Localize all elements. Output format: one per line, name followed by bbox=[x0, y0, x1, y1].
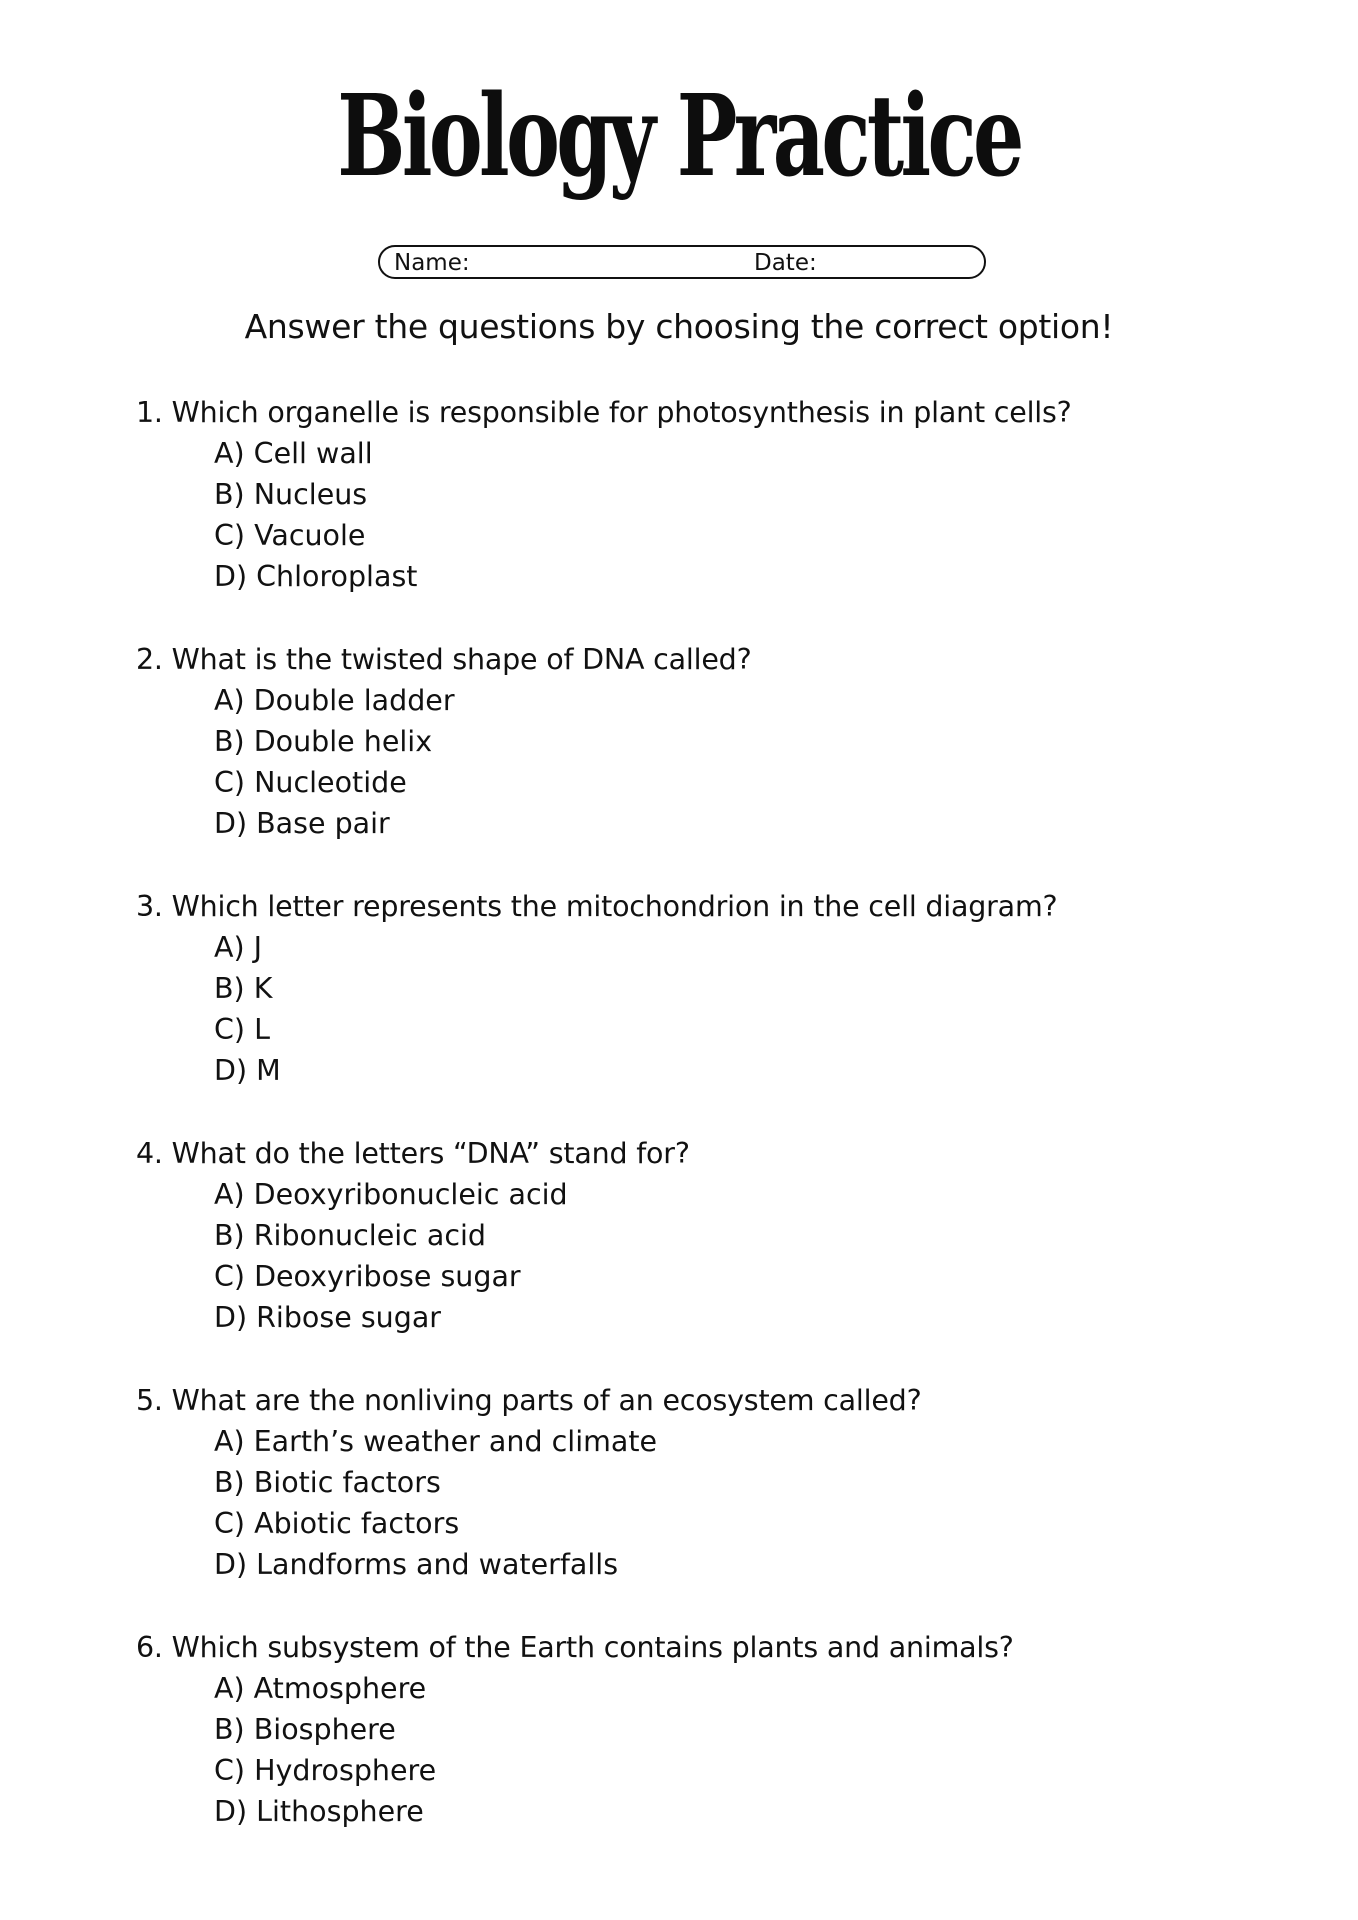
option-a: A) Earth’s weather and climate bbox=[214, 1425, 658, 1458]
name-label: Name: bbox=[394, 250, 470, 276]
question-5 bbox=[136, 1380, 1316, 1585]
option-d: D) Base pair bbox=[214, 807, 390, 840]
option-c: C) Nucleotide bbox=[214, 766, 407, 799]
question-text: 1. Which organelle is responsible for photosynthesis in plant cells? bbox=[136, 396, 1072, 429]
option-d: D) Chloroplast bbox=[214, 560, 418, 593]
option-c: C) Abiotic factors bbox=[214, 1507, 460, 1540]
option-b: B) Double helix bbox=[214, 725, 433, 758]
option-a: A) J bbox=[214, 931, 263, 964]
question-text: 5. What are the nonliving parts of an ecosystem called? bbox=[136, 1384, 922, 1417]
option-c: C) Vacuole bbox=[214, 519, 366, 552]
option-b: B) Nucleus bbox=[214, 478, 368, 511]
option-a: A) Deoxyribonucleic acid bbox=[214, 1178, 568, 1211]
name-date-box bbox=[378, 245, 986, 279]
option-b: B) Biosphere bbox=[214, 1713, 396, 1746]
date-label: Date: bbox=[754, 250, 817, 276]
option-list bbox=[214, 433, 1316, 597]
option-c: C) L bbox=[214, 1013, 270, 1046]
option-b: B) Biotic factors bbox=[214, 1466, 441, 1499]
option-c: C) Hydrosphere bbox=[214, 1754, 437, 1787]
question-1 bbox=[136, 392, 1316, 597]
question-text: 3. Which letter represents the mitochondrion in the cell diagram? bbox=[136, 890, 1058, 923]
option-d: D) Landforms and waterfalls bbox=[214, 1548, 619, 1581]
question-6 bbox=[136, 1627, 1316, 1832]
option-b: B) Ribonucleic acid bbox=[214, 1219, 487, 1252]
question-4 bbox=[136, 1133, 1316, 1338]
option-a: A) Cell wall bbox=[214, 437, 373, 470]
question-text: 4. What do the letters “DNA” stand for? bbox=[136, 1137, 690, 1170]
page-title: Biology Practice bbox=[337, 71, 1021, 202]
option-list bbox=[214, 1174, 1316, 1338]
option-c: C) Deoxyribose sugar bbox=[214, 1260, 521, 1293]
option-list bbox=[214, 1668, 1316, 1832]
option-list bbox=[214, 927, 1316, 1091]
option-b: B) K bbox=[214, 972, 273, 1005]
question-text: 6. Which subsystem of the Earth contains plants and animals? bbox=[136, 1631, 1014, 1664]
option-a: A) Double ladder bbox=[214, 684, 455, 717]
question-text: 2. What is the twisted shape of DNA called? bbox=[136, 643, 752, 676]
option-list bbox=[214, 680, 1316, 844]
instructions: Answer the questions by choosing the correct option! bbox=[244, 307, 1114, 346]
option-a: A) Atmosphere bbox=[214, 1672, 427, 1705]
option-d: D) Lithosphere bbox=[214, 1795, 424, 1828]
option-d: D) M bbox=[214, 1054, 281, 1087]
option-d: D) Ribose sugar bbox=[214, 1301, 441, 1334]
question-list bbox=[136, 392, 1316, 1874]
question-3 bbox=[136, 886, 1316, 1091]
question-2 bbox=[136, 639, 1316, 844]
option-list bbox=[214, 1421, 1316, 1585]
